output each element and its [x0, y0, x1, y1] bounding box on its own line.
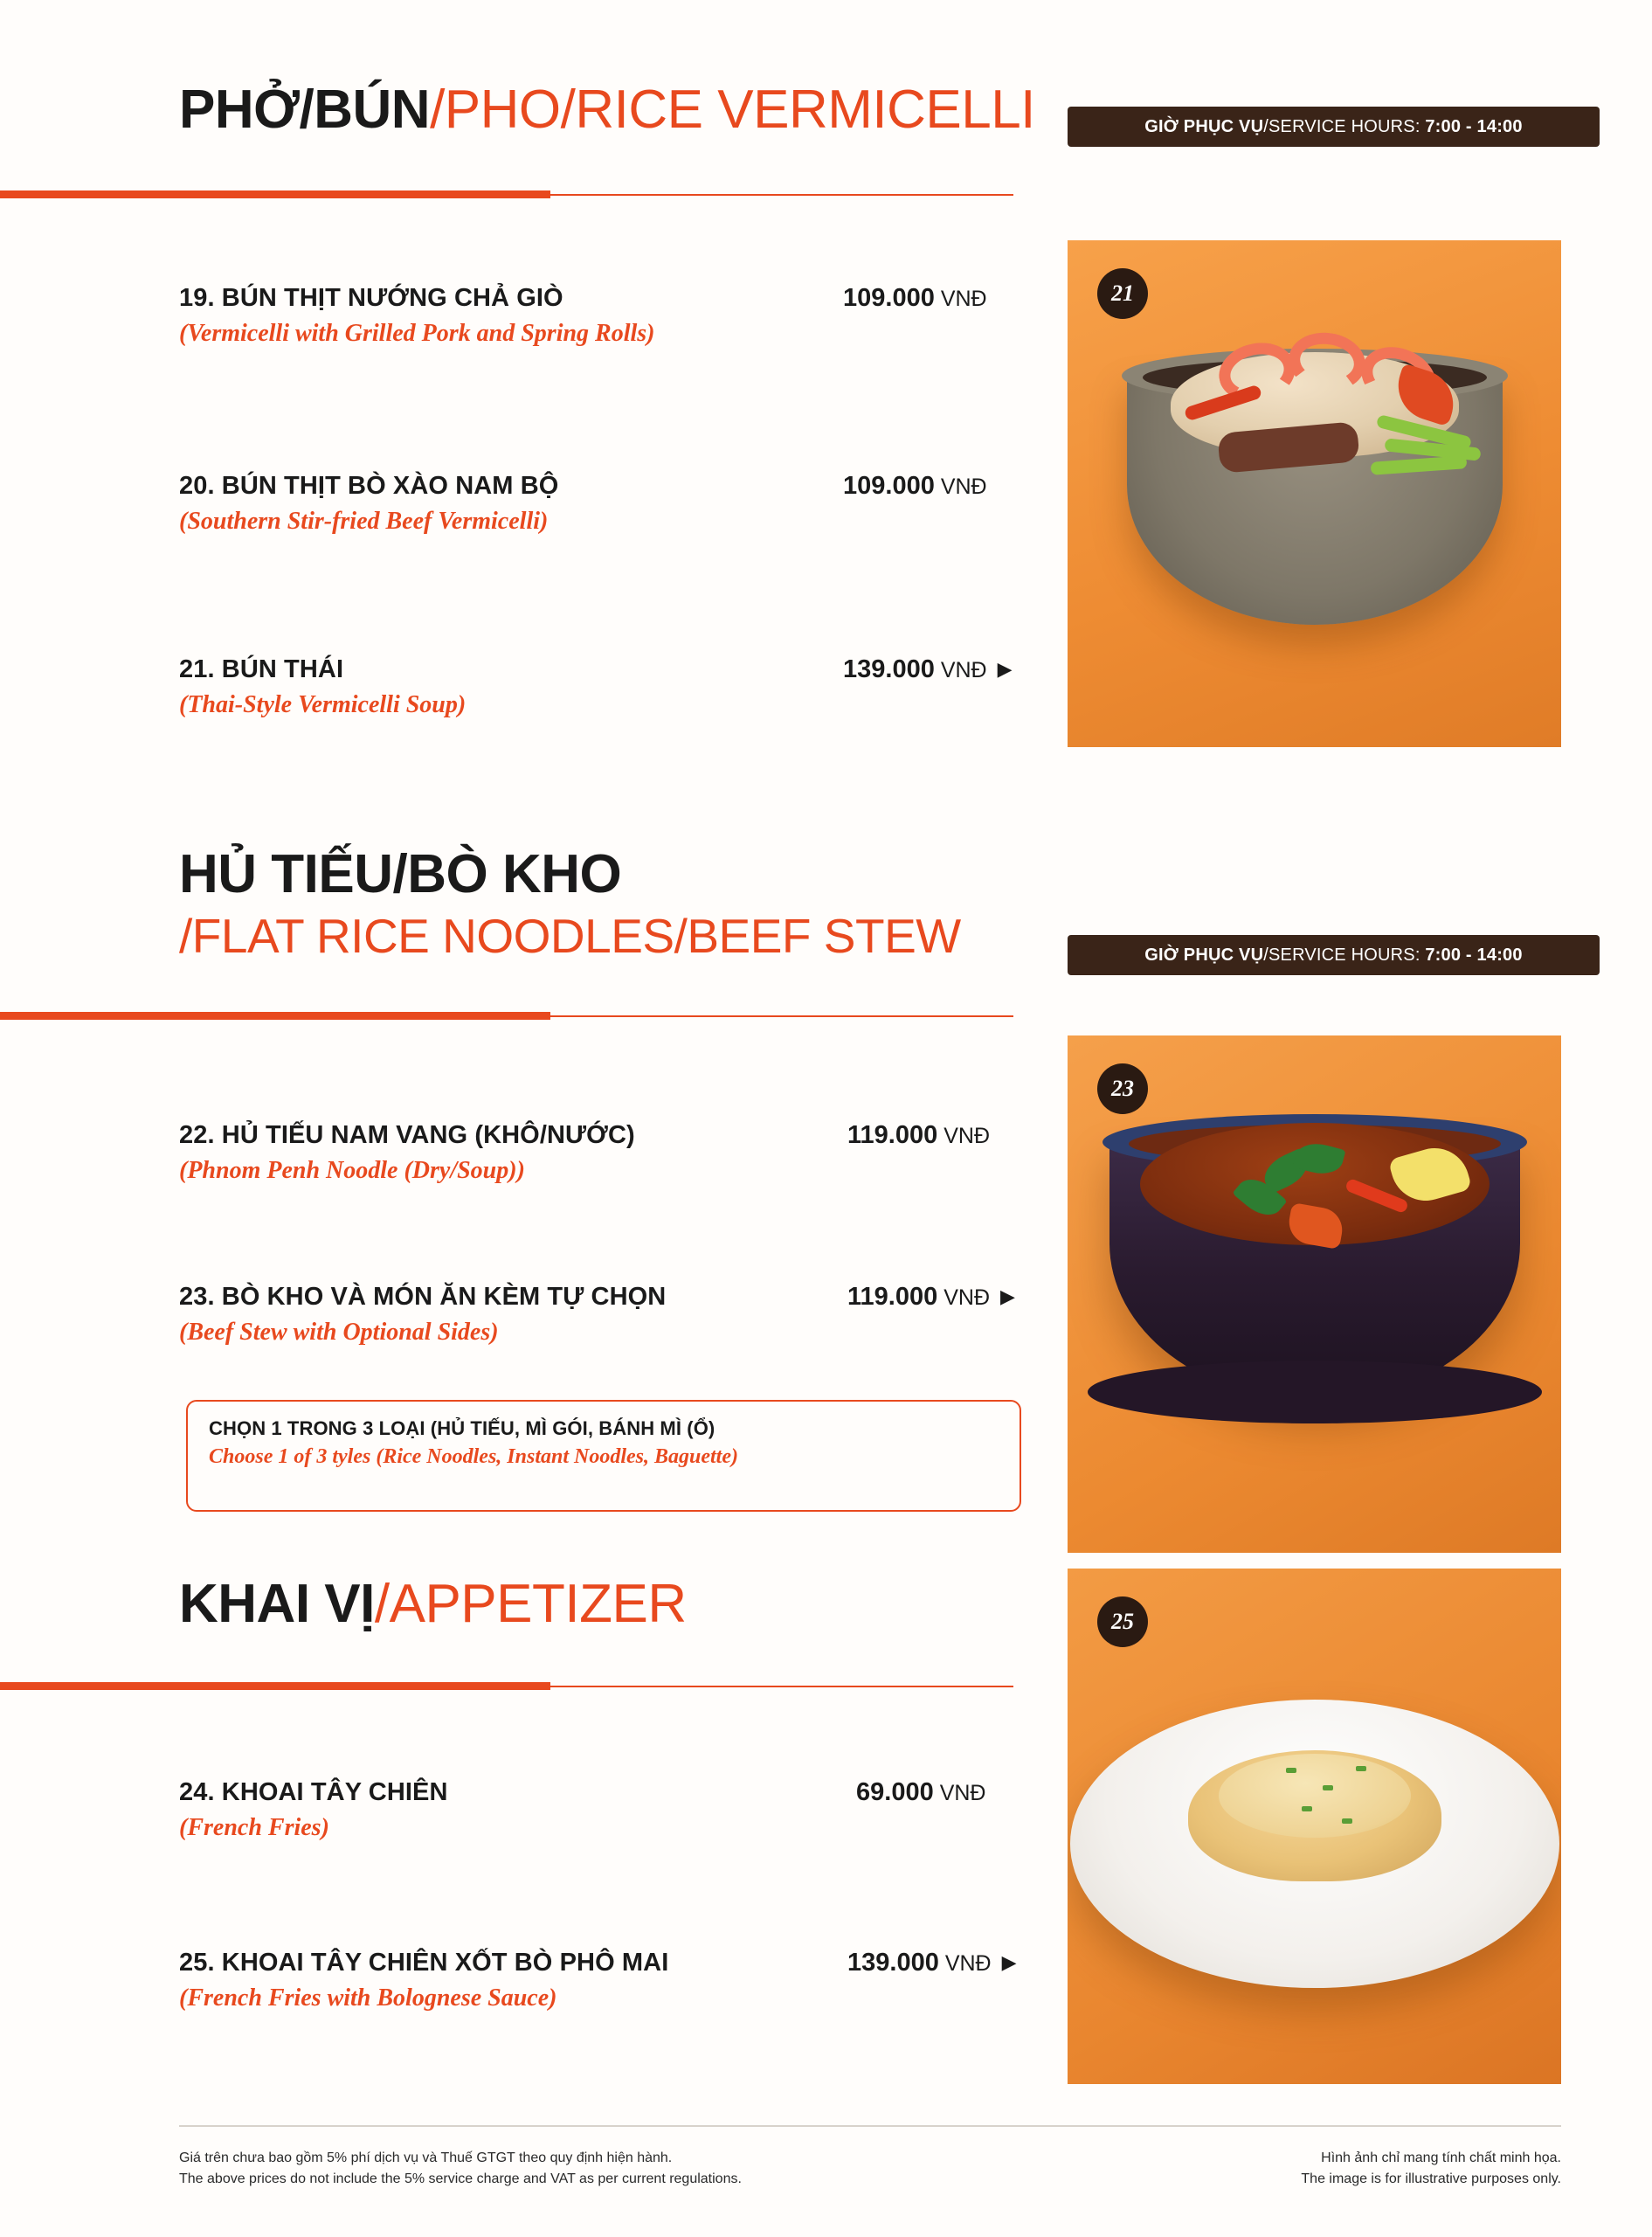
section-title-khai-vi — [179, 1574, 687, 1634]
item-price: 109.000 — [843, 284, 935, 312]
service-hours-hu-tieu — [1068, 935, 1600, 975]
item-price-group — [843, 472, 987, 501]
item-price-group — [847, 1283, 1015, 1312]
item-price: 139.000 — [847, 1949, 939, 1977]
section-title-vn: HỦ TIẾU/BÒ KHO — [179, 844, 622, 904]
menu-item[interactable] — [179, 1121, 1061, 1185]
item-price-group — [856, 1778, 986, 1807]
dish-photo-bo-kho — [1068, 1035, 1561, 1553]
choice-box — [186, 1400, 1021, 1512]
choice-label-en: Choose 1 of 3 tyles (Rice Noodles, Instant Noodles, Baguette) — [209, 1445, 738, 1468]
section-rule-khai-vi — [0, 1682, 1013, 1691]
hours-label-vn: GIỜ PHỤC VỤ — [1144, 945, 1264, 965]
item-currency: VNĐ — [944, 1285, 991, 1310]
item-name: 24. KHOAI TÂY CHIÊN — [179, 1778, 448, 1806]
footer-note-left — [179, 2148, 965, 2190]
section-rule-hu-tieu — [0, 1012, 1013, 1021]
item-name: 23. BÒ KHO VÀ MÓN ĂN KÈM TỰ CHỌN — [179, 1283, 667, 1311]
footer-note-right — [1124, 2148, 1561, 2190]
menu-item[interactable] — [179, 284, 1061, 348]
hours-label-en: /SERVICE HOURS: — [1263, 945, 1426, 965]
item-price: 119.000 — [847, 1121, 938, 1149]
spicy-arrow-icon: ▶ — [997, 658, 1013, 680]
item-price-group — [843, 655, 1013, 684]
item-price-group — [847, 1949, 1017, 1977]
menu-item[interactable] — [179, 655, 1061, 719]
hours-value: 7:00 - 14:00 — [1425, 116, 1523, 136]
item-subtitle: (French Fries with Bolognese Sauce) — [179, 1984, 557, 2012]
section-title-en: /PHO/RICE VERMICELLI — [430, 80, 1035, 140]
item-price-group — [843, 284, 987, 313]
footer-note-right-en: The image is for illustrative purposes only. — [1301, 2171, 1561, 2186]
section-header-hu-tieu — [179, 844, 961, 963]
hours-label-en: /SERVICE HOURS: — [1263, 116, 1426, 136]
footer-note-right-vn: Hình ảnh chỉ mang tính chất minh họa. — [1321, 2150, 1561, 2165]
item-price: 109.000 — [843, 472, 935, 500]
section-rule-pho-bun — [0, 190, 1013, 199]
item-price: 69.000 — [856, 1778, 934, 1806]
photo-badge: 25 — [1097, 1596, 1148, 1647]
dish-photo-bun-thai — [1068, 240, 1561, 747]
spicy-arrow-icon: ▶ — [1000, 1285, 1015, 1307]
menu-item[interactable] — [179, 1949, 1061, 2012]
dish-photo-french-fries — [1068, 1569, 1561, 2084]
hours-value: 7:00 - 14:00 — [1425, 945, 1523, 965]
section-title-pho-bun — [179, 80, 1035, 140]
item-price: 119.000 — [847, 1283, 938, 1311]
item-price-group — [847, 1121, 990, 1150]
item-subtitle: (Southern Stir-fried Beef Vermicelli) — [179, 508, 549, 535]
item-currency: VNĐ — [940, 287, 987, 311]
service-hours-pho-bun — [1068, 107, 1600, 147]
item-name: 21. BÚN THÁI — [179, 655, 344, 683]
photo-badge: 23 — [1097, 1063, 1148, 1114]
item-name: 19. BÚN THỊT NƯỚNG CHẢ GIÒ — [179, 284, 563, 312]
footer-note-left-vn: Giá trên chưa bao gồm 5% phí dịch vụ và Thuế GTGT theo quy định hiện hành. — [179, 2150, 673, 2165]
section-title-vn: KHAI VỊ — [179, 1574, 375, 1634]
section-title-hu-tieu-en — [179, 909, 961, 963]
item-currency: VNĐ — [940, 658, 987, 682]
item-currency: VNĐ — [944, 1951, 992, 1976]
menu-item[interactable] — [179, 472, 1061, 536]
choice-label-vn: CHỌN 1 TRONG 3 LOẠI (HỦ TIẾU, MÌ GÓI, BÁNH MÌ (Ổ) — [209, 1417, 715, 1439]
section-title-en: /APPETIZER — [374, 1574, 687, 1634]
item-subtitle: (Vermicelli with Grilled Pork and Spring Rolls) — [179, 320, 655, 347]
item-currency: VNĐ — [944, 1124, 991, 1148]
item-subtitle: (French Fries) — [179, 1814, 329, 1841]
spicy-arrow-icon: ▶ — [1001, 1951, 1017, 1973]
item-price: 139.000 — [843, 655, 935, 683]
footer-note-left-en: The above prices do not include the 5% service charge and VAT as per current regulations. — [179, 2171, 742, 2186]
item-subtitle: (Thai-Style Vermicelli Soup) — [179, 691, 467, 718]
item-name: 25. KHOAI TÂY CHIÊN XỐT BÒ PHÔ MAI — [179, 1949, 669, 1977]
section-title-vn: PHỞ/BÚN — [179, 80, 431, 140]
item-currency: VNĐ — [939, 1781, 986, 1805]
section-title-en: /FLAT RICE NOODLES/BEEF STEW — [179, 909, 961, 963]
photo-badge: 21 — [1097, 268, 1148, 319]
section-header-pho-bun — [179, 80, 1035, 140]
item-name: 22. HỦ TIẾU NAM VANG (KHÔ/NƯỚC) — [179, 1121, 635, 1149]
section-title-hu-tieu-vn — [179, 844, 961, 904]
item-subtitle: (Beef Stew with Optional Sides) — [179, 1319, 499, 1346]
hours-label-vn: GIỜ PHỤC VỤ — [1144, 116, 1264, 136]
menu-item[interactable] — [179, 1778, 1061, 1842]
item-name: 20. BÚN THỊT BÒ XÀO NAM BỘ — [179, 472, 559, 500]
footer-divider — [179, 2125, 1561, 2127]
section-header-khai-vi — [179, 1574, 687, 1634]
menu-item[interactable] — [179, 1283, 1061, 1347]
item-subtitle: (Phnom Penh Noodle (Dry/Soup)) — [179, 1157, 525, 1184]
item-currency: VNĐ — [940, 474, 987, 499]
